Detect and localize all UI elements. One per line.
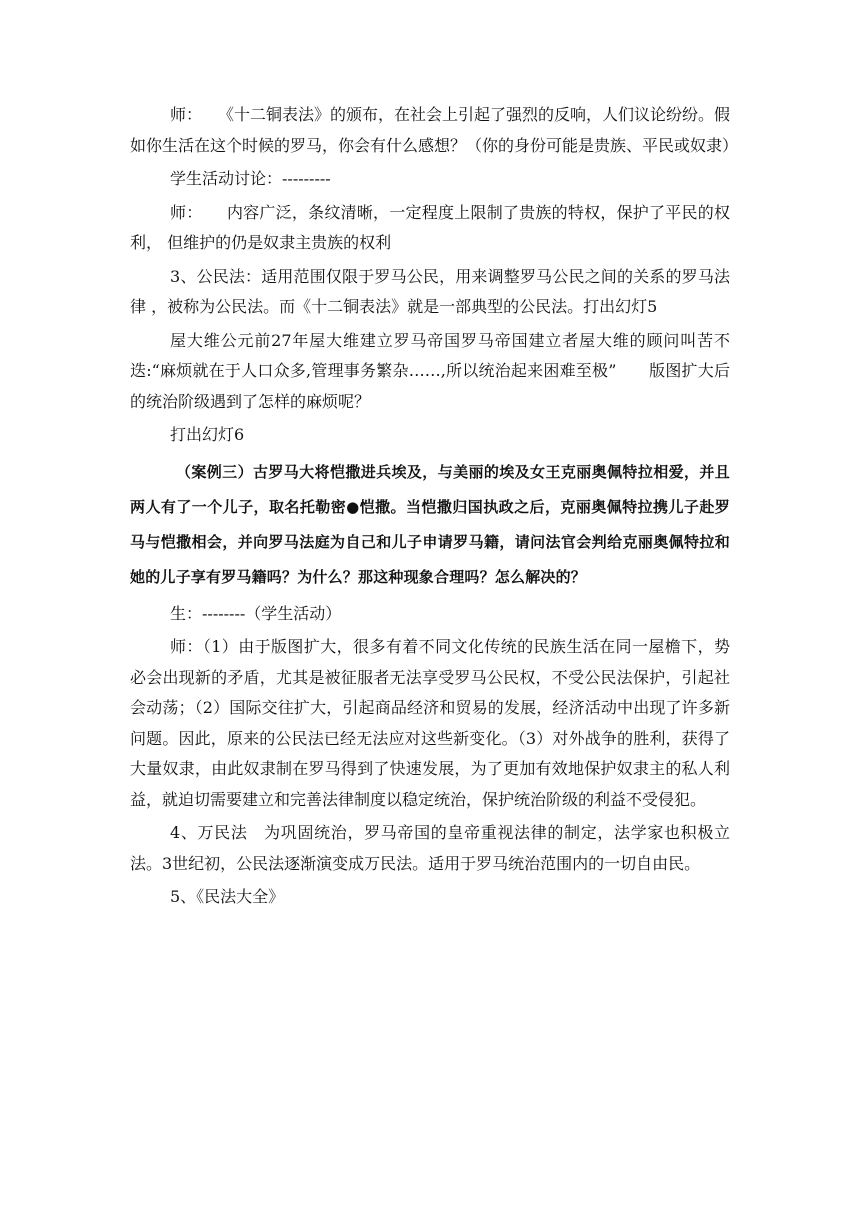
paragraph-teacher-explanation: 师：（1）由于版图扩大，很多有着不同文化传统的民族生活在同一屋檐下，势必会出现新的矛盾，尤其是被征服者无法享受罗马公民权，不受公民法保护，引起社会动荡；（2）国际交往扩大，引起商品经济和贸易的发展，经济活动中出现了许多新问题。因此，原来的公民法已经无法应对这些新变化。（3）对外战争的胜利，获得了大量奴隶，由此奴隶制在罗马得到了快速发展，为了更加有效地保护奴隶主的私人利益，就迫切需要建立和完善法律制度以稳定统治，保护统治阶级的利益不受侵犯。 — [130, 637, 730, 809]
paragraph-corpus-juris: 5、《民法大全》 — [170, 887, 285, 906]
paragraph-teacher-question: 师： 《十二铜表法》的颁布，在社会上引起了强烈的反响，人们议论纷纷。假如你生活在这个时候的罗马，你会有什么感想？（你的身份可能是贵族、平民或奴隶） — [130, 105, 739, 155]
paragraph-jus-gentium: 4、万民法 为巩固统治，罗马帝国的皇帝重视法律的制定，法学家也积极立法。3世纪初，公民法逐渐演变成万民法。适用于罗马统治范围内的一切自由民。 — [130, 823, 730, 873]
paragraph-student-discussion: 学生活动讨论：--------- — [170, 169, 331, 188]
document-body — [130, 100, 739, 916]
paragraph-octavian: 屋大维公元前27年屋大维建立罗马帝国罗马帝国建立者屋大维的顾问叫苦不迭:“麻烦就在于人口众多,管理事务繁杂……,所以统治起来困难至极” 版图扩大后的统治阶级遇到了怎样的麻烦呢？ — [130, 330, 730, 411]
paragraph-teacher-summary: 师： 内容广泛，条纹清晰，一定程度上限制了贵族的特权，保护了平民的权利， 但维护的仍是奴隶主贵族的权利 — [130, 202, 730, 252]
paragraph-civil-law: 3、公民法：适用范围仅限于罗马公民，用来调整罗马公民之间的关系的罗马法律 ，被称为公民法。而《十二铜表法》就是一部典型的公民法。打出幻灯5 — [130, 266, 730, 316]
paragraph-slide-6: 打出幻灯6 — [170, 425, 245, 444]
case-study-text: （案例三）古罗马大将恺撒进兵埃及，与美丽的埃及女王克丽奥佩特拉相爱，并且两人有了一个儿子，取名托勒密●恺撒。当恺撒归国执政之后，克丽奥佩特拉携儿子赴罗马与恺撒相会，并向罗马法庭为自己和儿子申请罗马籍，请问法官会判给克丽奥佩特拉和她的儿子享有罗马籍吗？为什么？那这种现象合理吗？怎么解决的？ — [130, 462, 730, 586]
paragraph-student-activity: 生：--------（学生活动） — [170, 603, 342, 623]
